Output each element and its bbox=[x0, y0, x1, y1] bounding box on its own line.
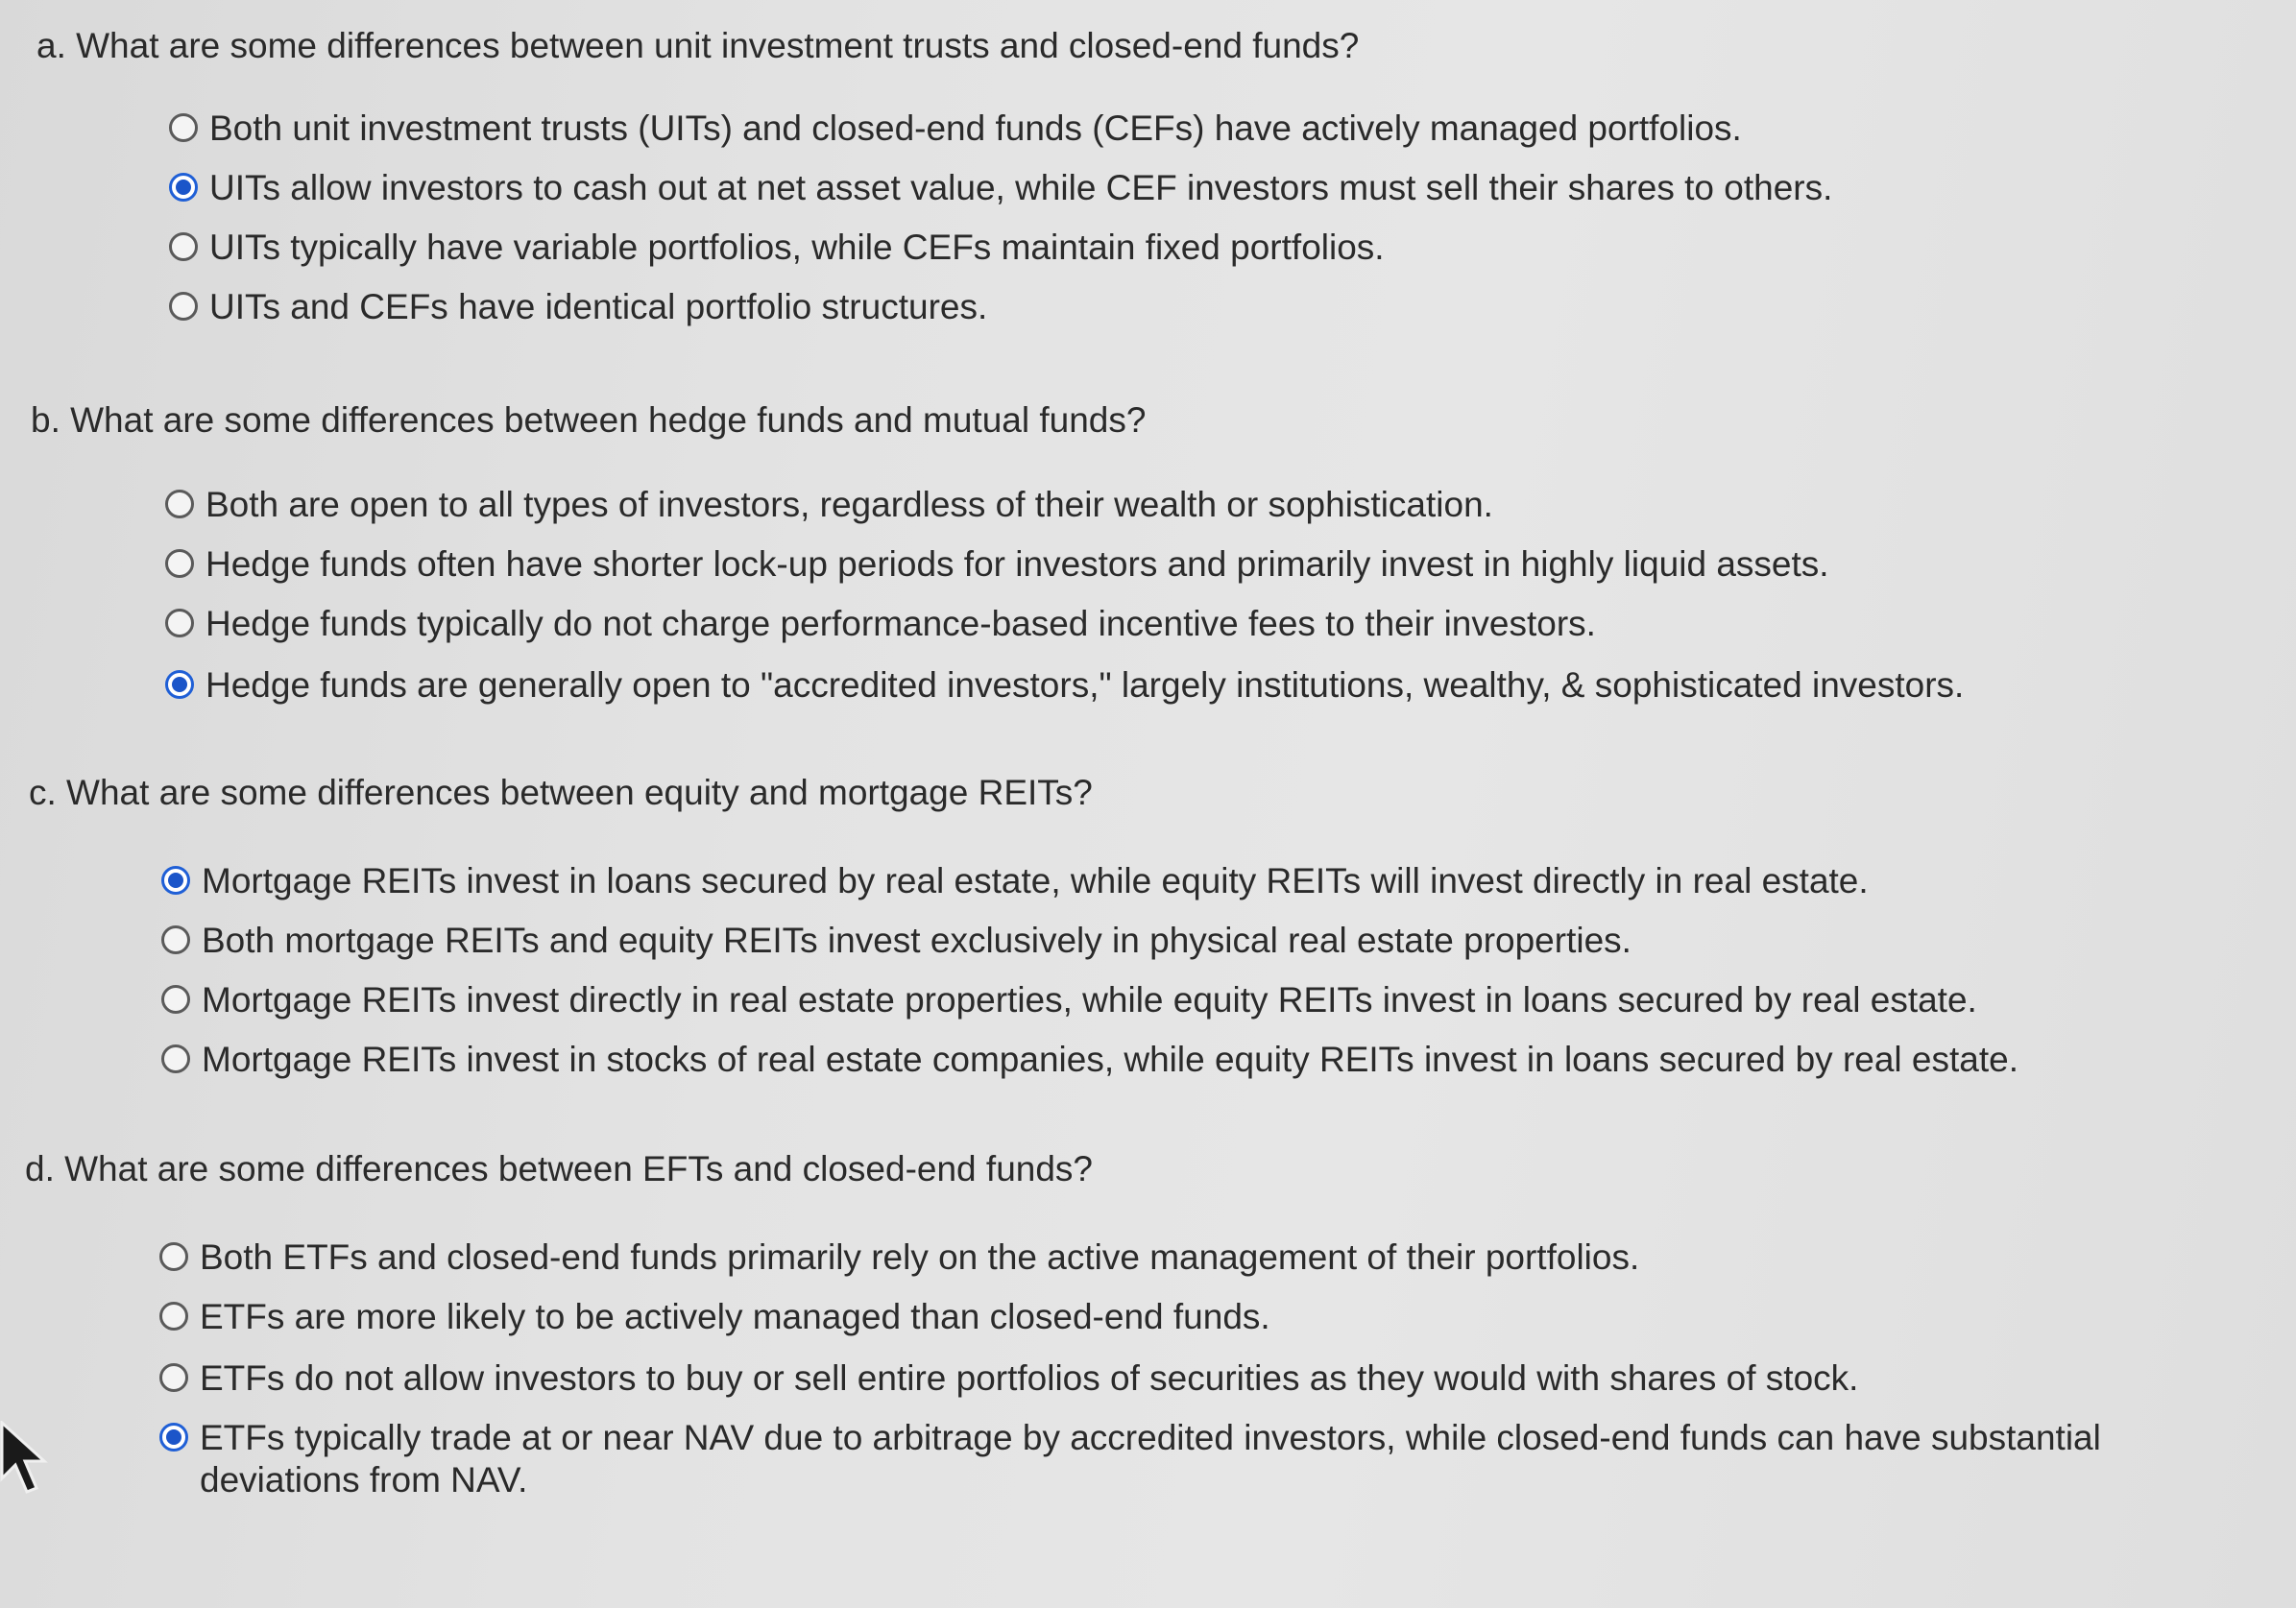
question-b-title: b. What are some differences between hedge funds and mutual funds? bbox=[31, 400, 1147, 440]
radio-button[interactable] bbox=[159, 1242, 188, 1271]
question-d-option-1[interactable] bbox=[159, 1236, 1639, 1279]
radio-button[interactable] bbox=[159, 1363, 188, 1392]
radio-button-selected[interactable] bbox=[169, 173, 198, 202]
option-label: ETFs do not allow investors to buy or sell entire portfolios of securities as they would with shares of stock. bbox=[200, 1358, 1859, 1398]
radio-button[interactable] bbox=[161, 925, 190, 954]
question-a-option-4[interactable] bbox=[169, 286, 987, 328]
question-c-option-2[interactable] bbox=[161, 920, 1631, 962]
radio-button[interactable] bbox=[165, 490, 194, 518]
question-b-option-4[interactable] bbox=[165, 664, 1964, 707]
radio-button[interactable] bbox=[161, 1044, 190, 1073]
question-b-option-1[interactable] bbox=[165, 484, 1493, 526]
option-label: Both unit investment trusts (UITs) and closed-end funds (CEFs) have actively managed portfolios. bbox=[209, 108, 1742, 148]
question-b-option-3[interactable] bbox=[165, 603, 1596, 645]
radio-button[interactable] bbox=[169, 113, 198, 142]
question-a-title: a. What are some differences between unit investment trusts and closed-end funds? bbox=[36, 26, 1360, 65]
radio-button[interactable] bbox=[161, 985, 190, 1014]
question-a-option-2[interactable] bbox=[169, 167, 1832, 209]
option-label: Hedge funds often have shorter lock-up periods for investors and primarily invest in highly liquid assets. bbox=[205, 544, 1829, 584]
question-b-option-2[interactable] bbox=[165, 543, 1829, 586]
radio-button-selected[interactable] bbox=[161, 866, 190, 895]
radio-button[interactable] bbox=[159, 1302, 188, 1331]
question-c-option-3[interactable] bbox=[161, 979, 1977, 1021]
option-label: ETFs typically trade at or near NAV due to arbitrage by accredited investors, while closed-end funds can have substantial deviations from NAV. bbox=[200, 1418, 2101, 1500]
radio-button[interactable] bbox=[169, 292, 198, 321]
question-c-option-1[interactable] bbox=[161, 860, 1869, 902]
option-label: ETFs are more likely to be actively managed than closed-end funds. bbox=[200, 1297, 1270, 1336]
question-d-option-4[interactable] bbox=[159, 1417, 2216, 1501]
option-label: UITs allow investors to cash out at net asset value, while CEF investors must sell their shares to others. bbox=[209, 168, 1833, 207]
option-label: UITs and CEFs have identical portfolio structures. bbox=[209, 287, 988, 326]
option-label: Both mortgage REITs and equity REITs invest exclusively in physical real estate properties. bbox=[202, 921, 1631, 960]
radio-button[interactable] bbox=[165, 549, 194, 578]
radio-button[interactable] bbox=[169, 232, 198, 261]
option-label: UITs typically have variable portfolios, while CEFs maintain fixed portfolios. bbox=[209, 228, 1385, 267]
question-a-option-3[interactable] bbox=[169, 227, 1385, 269]
option-label: Both are open to all types of investors, regardless of their wealth or sophistication. bbox=[205, 485, 1493, 524]
question-c-option-4[interactable] bbox=[161, 1039, 2018, 1081]
question-d-option-3[interactable] bbox=[159, 1357, 1858, 1400]
option-label: Hedge funds are generally open to "accredited investors," largely institutions, wealthy, & sophisticated investors. bbox=[205, 665, 1965, 705]
option-label: Mortgage REITs invest directly in real estate properties, while equity REITs invest in loans secured by real estate. bbox=[202, 980, 1977, 1020]
radio-button-selected[interactable] bbox=[159, 1423, 188, 1452]
question-a-option-1[interactable] bbox=[169, 108, 1742, 150]
option-label: Mortgage REITs invest in stocks of real estate companies, while equity REITs invest in loans secured by real estate. bbox=[202, 1040, 2019, 1079]
question-d-title: d. What are some differences between EFTs and closed-end funds? bbox=[25, 1149, 1094, 1188]
mouse-cursor-icon bbox=[0, 1421, 48, 1498]
radio-button-selected[interactable] bbox=[165, 670, 194, 699]
radio-button[interactable] bbox=[165, 609, 194, 637]
option-label: Hedge funds typically do not charge performance-based incentive fees to their investors. bbox=[205, 604, 1596, 643]
option-label: Mortgage REITs invest in loans secured by real estate, while equity REITs will invest directly in real estate. bbox=[202, 861, 1869, 900]
question-c-title: c. What are some differences between equity and mortgage REITs? bbox=[29, 773, 1093, 812]
question-d-option-2[interactable] bbox=[159, 1296, 1270, 1338]
option-label: Both ETFs and closed-end funds primarily rely on the active management of their portfolios. bbox=[200, 1237, 1640, 1277]
